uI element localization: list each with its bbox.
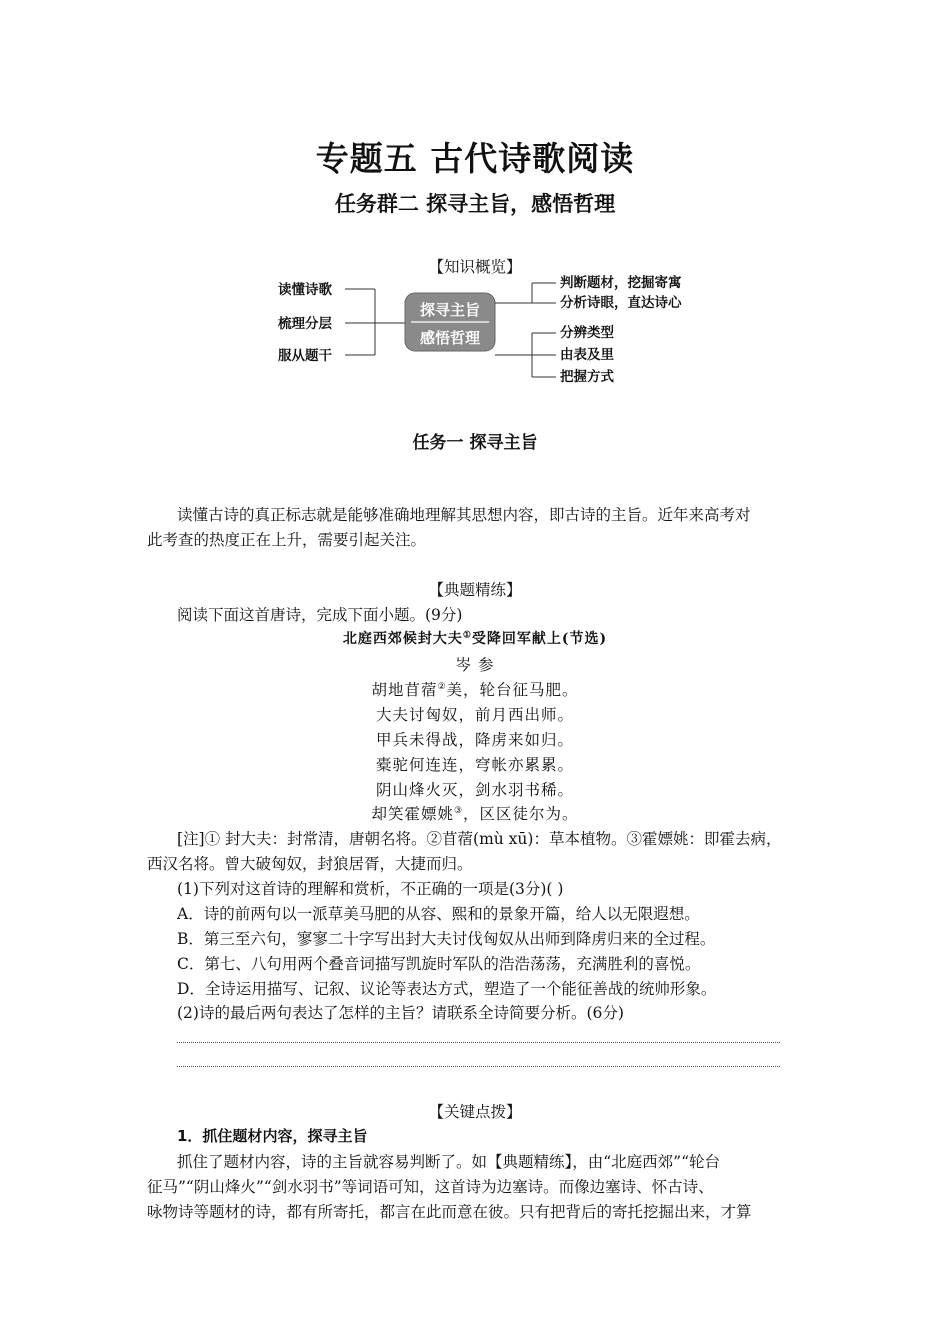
center-box-label-bottom: 感悟哲理 bbox=[419, 329, 481, 347]
note-line: [注]① 封大夫：封常清，唐朝名将。②苜蓿(mù xū)：草本植物。③霍嫖姚：即霍去病， bbox=[177, 830, 782, 848]
poem-title: 北庭西郊候封大夫①受降回军献上(节选) bbox=[342, 630, 608, 647]
diagram-left-item: 服从题干 bbox=[278, 348, 332, 364]
diagram-right-top-item: 分析诗眼，直达诗心 bbox=[560, 295, 682, 311]
option-d: D．全诗运用描写、记叙、议论等表达方式，塑造了一个能征善战的统帅形象。 bbox=[177, 980, 717, 998]
example-heading: 【典题精练】 bbox=[428, 581, 522, 599]
left-bracket bbox=[345, 289, 405, 355]
center-box bbox=[405, 293, 495, 351]
page-title: 专题五 古代诗歌阅读 bbox=[315, 139, 635, 178]
diagram-right-bottom-item: 把握方式 bbox=[560, 369, 614, 385]
diagram-right-bottom-item: 分辨类型 bbox=[560, 325, 614, 341]
answer-line[interactable] bbox=[177, 1066, 780, 1067]
center-box-label-top: 探寻主旨 bbox=[419, 301, 481, 319]
diagram-right-top-item: 判断题材，挖掘寄寓 bbox=[560, 275, 682, 291]
note-line: 西汉名将。曾大破匈奴，封狼居胥，大捷而归。 bbox=[147, 855, 473, 873]
point-1-title: 1．抓住题材内容，探寻主旨 bbox=[177, 1127, 368, 1145]
example-instruction: 阅读下面这首唐诗，完成下面小题。(9分) bbox=[177, 606, 463, 624]
right-bottom-bracket bbox=[495, 333, 556, 377]
intro-line: 此考查的热度正在上升，需要引起关注。 bbox=[147, 531, 427, 549]
key-para-line: 咏物诗等题材的诗，都有所寄托，都言在此而意在彼。只有把背后的寄托挖掘出来，才算 bbox=[147, 1203, 752, 1221]
key-para-line: 征马”“阴山烽火”“剑水羽书”等词语可知，这首诗为边塞诗。而像边塞诗、怀古诗、 bbox=[147, 1178, 714, 1196]
option-c: C．第七、八句用两个叠音词描写凯旋时军队的浩浩荡荡，充满胜利的喜悦。 bbox=[177, 955, 701, 973]
task-heading: 任务一 探寻主旨 bbox=[412, 433, 538, 453]
poem-line: 橐驼何连连，穹帐亦累累。 bbox=[375, 756, 574, 774]
right-top-bracket bbox=[495, 283, 556, 303]
poem-line: 胡地苜蓿②美，轮台征马肥。 bbox=[371, 681, 579, 699]
poem-author: 岑 参 bbox=[455, 656, 495, 674]
poem-line: 甲兵未得战，降虏来如归。 bbox=[375, 731, 574, 749]
intro-line: 读懂古诗的真正标志就是能够准确地理解其思想内容，即古诗的主旨。近年来高考对 bbox=[177, 506, 751, 524]
page-subtitle: 任务群二 探寻主旨，感悟哲理 bbox=[334, 192, 616, 216]
key-points-heading: 【关键点拨】 bbox=[428, 1103, 522, 1121]
poem-line: 阴山烽火灭，剑水羽书稀。 bbox=[375, 781, 574, 799]
diagram-heading: 【知识概览】 bbox=[428, 258, 522, 276]
knowledge-diagram bbox=[270, 275, 730, 387]
poem-line: 大夫讨匈奴，前月西出师。 bbox=[375, 706, 574, 724]
question-2: (2)诗的最后两句表达了怎样的主旨？请联系全诗简要分析。(6分) bbox=[177, 1004, 624, 1022]
question-1: (1)下列对这首诗的理解和赏析，不正确的一项是(3分)( ) bbox=[177, 880, 564, 898]
answer-line[interactable] bbox=[177, 1042, 780, 1043]
option-a: A．诗的前两句以一派草美马肥的从容、熙和的景象开篇，给人以无限遐想。 bbox=[177, 905, 700, 923]
key-para-line: 抓住了题材内容，诗的主旨就容易判断了。如【典题精练】，由“北庭西郊”“轮台 bbox=[177, 1153, 721, 1171]
option-b: B．第三至六句，寥寥二十字写出封大夫讨伐匈奴从出师到降虏归来的全过程。 bbox=[177, 930, 716, 948]
diagram-left-item: 读懂诗歌 bbox=[278, 282, 332, 298]
poem-line: 却笑霍嫖姚③，区区徒尔为。 bbox=[371, 805, 579, 823]
diagram-left-item: 梳理分层 bbox=[278, 316, 332, 332]
diagram-right-bottom-item: 由表及里 bbox=[560, 347, 614, 363]
